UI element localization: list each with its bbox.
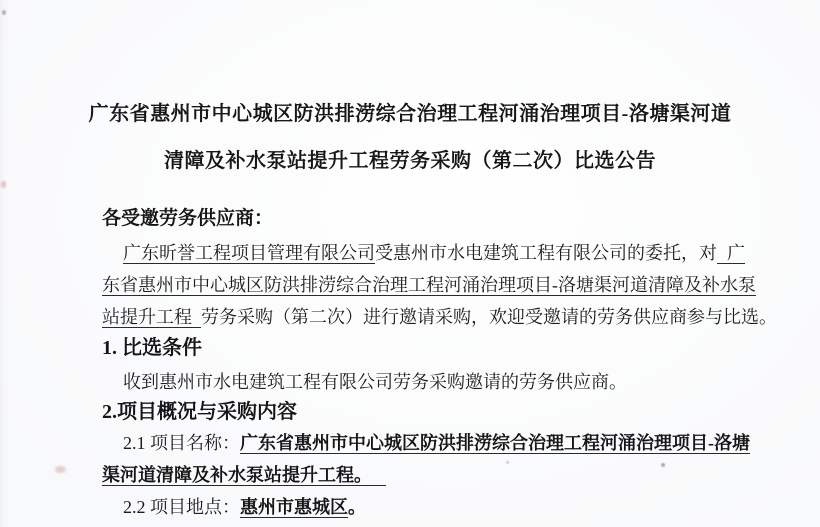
project-name-part-1: 广: [717, 243, 745, 264]
scan-speck: [661, 463, 665, 467]
section-2-heading: 2.项目概况与采购内容: [102, 401, 297, 423]
scan-speck: [1, 181, 6, 188]
agent-company-name: 广东昕誉工程项目管理有限公司: [123, 243, 375, 263]
project-name-part-3: 站提升工程: [102, 307, 201, 328]
section-1-heading: 1. 比选条件: [102, 337, 202, 359]
item-2-1-project-name-line-1: 广东省惠州市中心城区防洪排涝综合治理工程河涌治理项目-洛塘: [240, 433, 750, 453]
scan-speck: [506, 461, 509, 464]
paragraph-1-middle-text: 受惠州市水电建筑工程有限公司的委托，对: [375, 243, 717, 263]
scan-speck: [2, 10, 6, 15]
item-2-1-line-1: [123, 430, 750, 456]
document-title-line-1: 广东省惠州市中心城区防洪排涝综合治理工程河涌治理项目-洛塘渠河道: [88, 103, 732, 125]
paragraph-1-tail-text: 劳务采购（第二次）进行邀请采购，欢迎受邀请的劳务供应商参与比选。: [201, 307, 777, 327]
item-2-1-line-2: [102, 462, 386, 488]
scan-speck: [55, 466, 66, 473]
paragraph-1-line-3: [102, 304, 777, 330]
item-2-2-line: [123, 494, 366, 520]
paragraph-1-line-1: [123, 240, 745, 266]
item-2-1-project-name-line-2: 渠河道清障及补水泵站提升工程。: [102, 465, 386, 486]
item-2-2-label: 2.2 项目地点：: [123, 497, 240, 517]
item-2-2-location: 惠州市惠城区: [240, 497, 348, 517]
paragraph-1-line-2: [102, 272, 756, 298]
salutation: 各受邀劳务供应商：: [102, 208, 274, 229]
document-title-line-2: 清障及补水泵站提升工程劳务采购（第二次）比选公告: [164, 150, 656, 172]
project-name-part-2: 东省惠州市中心城区防洪排涝综合治理工程河涌治理项目-洛塘渠河道清障及补水泵: [102, 275, 756, 295]
item-2-1-label: 2.1 项目名称：: [123, 433, 240, 453]
section-1-body: 收到惠州市水电建筑工程有限公司劳务采购邀请的劳务供应商。: [123, 372, 627, 392]
item-2-2-period: 。: [348, 497, 366, 517]
